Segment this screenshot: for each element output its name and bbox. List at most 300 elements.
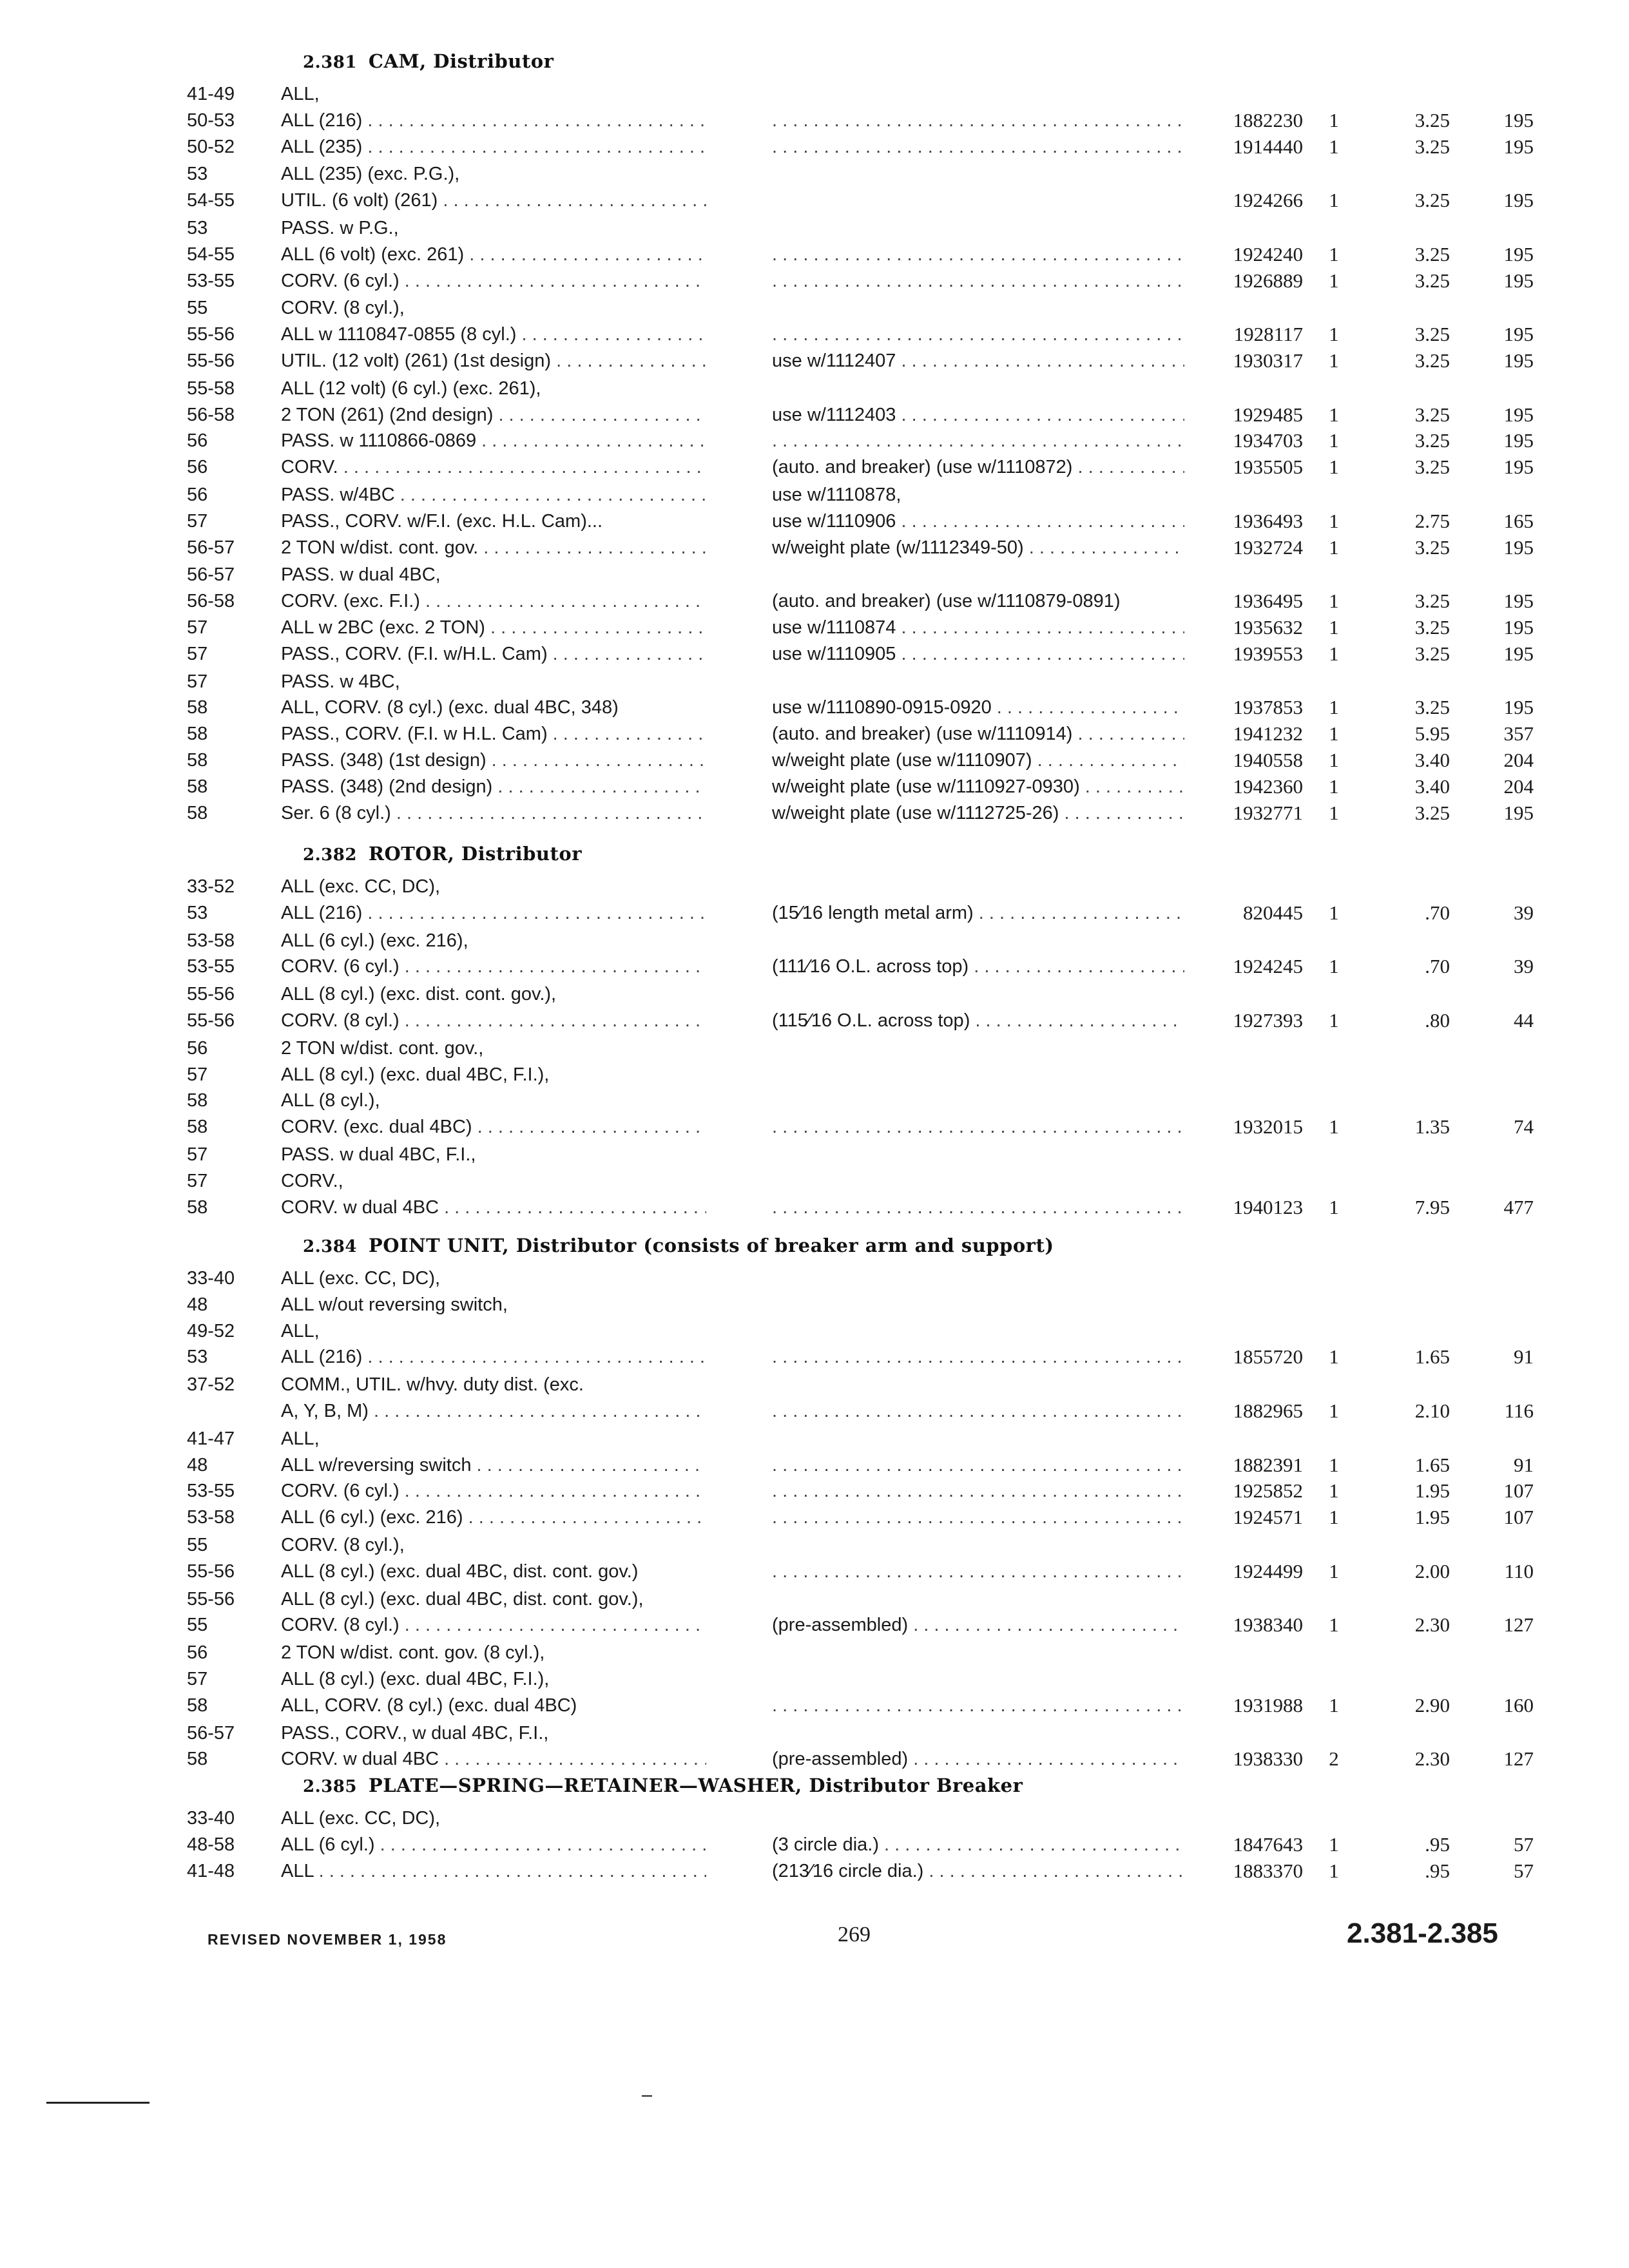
- model-years: 53-55: [187, 956, 235, 977]
- list-price: 2.90: [1414, 1694, 1450, 1716]
- list-price: 3.25: [1414, 590, 1450, 612]
- part-note: [772, 134, 1184, 160]
- list-price: 2.00: [1414, 1560, 1450, 1582]
- list-price: 1.65: [1414, 1454, 1450, 1476]
- catalog-line: [0, 928, 1629, 954]
- part-number: 1882965: [1233, 1399, 1303, 1422]
- catalog-line: [0, 1035, 1629, 1061]
- part-note: w/weight plate (use w/1110927-0930) . . .: [772, 774, 1184, 800]
- catalog-line: [0, 1858, 1629, 1884]
- part-note: w/weight plate (use w/1112725-26) . . .: [772, 800, 1184, 826]
- catalog-line: [0, 1832, 1629, 1858]
- list-price: 3.40: [1414, 775, 1450, 798]
- application-text: ALL (6 cyl.) (exc. 216) . . .: [281, 1507, 706, 1528]
- application-text: CORV. (8 cyl.) . . .: [281, 1615, 706, 1635]
- part-number: 1925852: [1233, 1479, 1303, 1502]
- application-desc: [281, 1720, 706, 1746]
- part-number: 1927393: [1233, 1009, 1303, 1032]
- model-years: 55: [187, 1615, 208, 1635]
- part-note: (15⁄16 length metal arm) . . .: [772, 900, 1184, 926]
- application-desc: [281, 928, 706, 954]
- weight: 195: [1503, 536, 1534, 559]
- section-number: 2.382: [303, 845, 357, 865]
- model-years: 55-56: [187, 324, 235, 345]
- application-text: ALL (6 volt) (exc. 261) . . .: [281, 244, 706, 265]
- catalog-line: [0, 695, 1629, 720]
- section-number: 2.385: [303, 1777, 357, 1796]
- model-years: 57: [187, 1669, 208, 1689]
- section-name: PLATE—SPRING—RETAINER—WASHER, Distributor Breaker: [368, 1774, 1023, 1796]
- part-number: 1936493: [1233, 510, 1303, 532]
- model-years: 50-52: [187, 137, 235, 157]
- quantity: 1: [1329, 1860, 1339, 1882]
- model-years: 55: [187, 1535, 208, 1555]
- catalog-line: [0, 428, 1629, 454]
- part-number: 1940123: [1233, 1196, 1303, 1218]
- model-years: 33-40: [187, 1268, 235, 1289]
- weight: 57: [1514, 1833, 1534, 1856]
- part-note: [772, 1195, 1184, 1220]
- weight: 127: [1503, 1747, 1534, 1770]
- application-text: ALL (8 cyl.) (exc. dual 4BC, F.I.),: [281, 1064, 550, 1085]
- section-title: [303, 1235, 1054, 1256]
- application-desc: [281, 376, 706, 401]
- weight: 195: [1503, 135, 1534, 158]
- weight: 357: [1503, 722, 1534, 745]
- application-text: ALL,: [281, 1428, 320, 1449]
- application-text: PASS. w/4BC . . .: [281, 485, 706, 505]
- part-note: (pre-assembled) . . .: [772, 1746, 1184, 1772]
- catalog-line: [0, 322, 1629, 347]
- application-desc: [281, 482, 706, 508]
- quantity: 1: [1329, 1399, 1339, 1422]
- part-number: 1934703: [1233, 429, 1303, 452]
- application-text: PASS. w 1110866-0869 . . .: [281, 430, 706, 451]
- part-note: [772, 242, 1184, 267]
- quantity: 1: [1329, 955, 1339, 977]
- part-note: [772, 1114, 1184, 1140]
- model-years: 37-52: [187, 1374, 235, 1395]
- catalog-line: [0, 1478, 1629, 1504]
- application-text: PASS. w dual 4BC, F.I.,: [281, 1144, 476, 1165]
- part-note: [772, 1398, 1184, 1424]
- model-years: 58: [187, 750, 208, 771]
- part-number: 1928117: [1233, 323, 1303, 345]
- list-price: 2.10: [1414, 1399, 1450, 1422]
- application-desc: [281, 721, 706, 747]
- model-years: 57: [187, 511, 208, 532]
- application-desc: [281, 322, 706, 347]
- weight: 107: [1503, 1479, 1534, 1502]
- section-title: [303, 843, 582, 865]
- application-text: 2 TON w/dist. cont. gov. (8 cyl.),: [281, 1642, 545, 1663]
- application-text: PASS., CORV., w dual 4BC, F.I.,: [281, 1723, 549, 1744]
- application-desc: [281, 1858, 706, 1884]
- model-years: 56: [187, 430, 208, 451]
- application-desc: [281, 428, 706, 454]
- weight: 195: [1503, 642, 1534, 665]
- weight: 195: [1503, 323, 1534, 345]
- application-desc: [281, 1062, 706, 1088]
- catalog-line: [0, 187, 1629, 213]
- weight: 39: [1514, 901, 1534, 924]
- application-desc: [281, 1832, 706, 1858]
- part-number: 820445: [1243, 901, 1303, 924]
- model-years: 53-58: [187, 930, 235, 951]
- quantity: 1: [1329, 1196, 1339, 1218]
- application-desc: [281, 1372, 706, 1398]
- list-price: 1.95: [1414, 1479, 1450, 1502]
- catalog-line: [0, 1746, 1629, 1772]
- application-text: CORV. w dual 4BC . . .: [281, 1197, 706, 1218]
- application-text: ALL (216) . . .: [281, 1347, 706, 1367]
- application-text: ALL (235) (exc. P.G.),: [281, 164, 460, 184]
- application-text: CORV. (8 cyl.),: [281, 1535, 405, 1555]
- model-years: 56: [187, 457, 208, 477]
- catalog-line: [0, 1088, 1629, 1113]
- catalog-line: [0, 1805, 1629, 1831]
- quantity: 1: [1329, 775, 1339, 798]
- section-number: 2.384: [303, 1237, 357, 1256]
- weight: 57: [1514, 1860, 1534, 1882]
- model-years: 56: [187, 1038, 208, 1059]
- list-price: 2.30: [1414, 1613, 1450, 1636]
- quantity: 1: [1329, 269, 1339, 292]
- part-note: (auto. and breaker) (use w/1110872) . . .: [772, 454, 1184, 480]
- part-note: [772, 268, 1184, 294]
- model-years: 57: [187, 671, 208, 692]
- application-text: CORV. (6 cyl.) . . .: [281, 956, 706, 977]
- weight: 477: [1503, 1196, 1534, 1218]
- section-name: POINT UNIT, Distributor (consists of breaker arm and support): [368, 1235, 1054, 1256]
- quantity: 1: [1329, 349, 1339, 372]
- application-text: CORV. (8 cyl.),: [281, 298, 405, 318]
- application-text: ALL, CORV. (8 cyl.) (exc. dual 4BC, 348): [281, 697, 619, 718]
- application-text: CORV. (exc. dual 4BC) . . .: [281, 1117, 706, 1137]
- list-price: .80: [1425, 1009, 1450, 1032]
- application-desc: [281, 108, 706, 133]
- model-years: 50-53: [187, 110, 235, 131]
- catalog-line: [0, 1504, 1629, 1530]
- model-years: 57: [187, 617, 208, 638]
- application-desc: [281, 695, 706, 720]
- part-note: use w/1110890-0915-0920 . . .: [772, 695, 1184, 720]
- model-years: 57: [187, 1064, 208, 1085]
- quantity: 1: [1329, 696, 1339, 718]
- catalog-line: [0, 376, 1629, 401]
- application-text: CORV. w dual 4BC . . .: [281, 1749, 706, 1769]
- catalog-line: [0, 1640, 1629, 1666]
- application-text: ALL w/reversing switch . . .: [281, 1455, 706, 1475]
- application-text: ALL (8 cyl.),: [281, 1090, 380, 1111]
- revision-date: REVISED NOVEMBER 1, 1958: [207, 1931, 447, 1948]
- catalog-line: [0, 1666, 1629, 1692]
- application-text: ALL,: [281, 84, 320, 104]
- quantity: 1: [1329, 1613, 1339, 1636]
- application-desc: [281, 402, 706, 428]
- scan-mark: [642, 2095, 652, 2097]
- quantity: 1: [1329, 1694, 1339, 1716]
- section-name: ROTOR, Distributor: [368, 843, 582, 865]
- model-years: 56-57: [187, 537, 235, 558]
- catalog-line: [0, 134, 1629, 160]
- application-desc: [281, 134, 706, 160]
- catalog-line: [0, 81, 1629, 107]
- part-number: 1882230: [1233, 109, 1303, 131]
- catalog-line: [0, 1168, 1629, 1194]
- catalog-line: [0, 1142, 1629, 1168]
- catalog-line: [0, 1062, 1629, 1088]
- application-text: PASS. w P.G.,: [281, 218, 399, 238]
- model-years: 41-48: [187, 1861, 235, 1881]
- application-text: PASS., CORV. (F.I. w H.L. Cam) . . .: [281, 724, 706, 744]
- part-number: 1847643: [1233, 1833, 1303, 1856]
- application-text: UTIL. (12 volt) (261) (1st design) . . .: [281, 351, 706, 371]
- part-number: 1932015: [1233, 1115, 1303, 1138]
- application-text: ALL (6 cyl.) . . .: [281, 1834, 706, 1855]
- application-desc: [281, 874, 706, 899]
- part-number: 1855720: [1233, 1345, 1303, 1368]
- weight: 165: [1503, 510, 1534, 532]
- model-years: 54-55: [187, 244, 235, 265]
- quantity: 1: [1329, 722, 1339, 745]
- application-desc: [281, 1559, 706, 1584]
- catalog-line: [0, 669, 1629, 695]
- application-desc: [281, 1805, 706, 1831]
- part-note: [772, 1478, 1184, 1504]
- application-desc: [281, 348, 706, 374]
- part-note: (213⁄16 circle dia.) . . .: [772, 1858, 1184, 1884]
- model-years: 56-58: [187, 405, 235, 425]
- quantity: 1: [1329, 135, 1339, 158]
- list-price: 3.25: [1414, 109, 1450, 131]
- weight: 39: [1514, 955, 1534, 977]
- quantity: 1: [1329, 1479, 1339, 1502]
- application-text: ALL (8 cyl.) (exc. dual 4BC, dist. cont. gov.),: [281, 1589, 644, 1610]
- application-desc: [281, 1035, 706, 1061]
- model-years: 53-55: [187, 271, 235, 291]
- list-price: 1.95: [1414, 1506, 1450, 1528]
- application-desc: [281, 1398, 706, 1424]
- part-note: (auto. and breaker) (use w/1110879-0891): [772, 591, 1121, 611]
- catalog-line: [0, 454, 1629, 480]
- application-desc: [281, 1344, 706, 1370]
- model-years: 58: [187, 697, 208, 718]
- model-years: 55-56: [187, 1010, 235, 1031]
- quantity: 1: [1329, 510, 1339, 532]
- weight: 204: [1503, 749, 1534, 771]
- weight: 116: [1504, 1399, 1534, 1422]
- application-desc: [281, 981, 706, 1007]
- part-note: (3 circle dia.) . . .: [772, 1832, 1184, 1858]
- list-price: 3.40: [1414, 749, 1450, 771]
- catalog-line: [0, 348, 1629, 374]
- weight: 195: [1503, 349, 1534, 372]
- part-note: [772, 1693, 1184, 1718]
- catalog-line: [0, 161, 1629, 187]
- model-years: 58: [187, 1197, 208, 1218]
- application-desc: [281, 1195, 706, 1220]
- model-years: 48: [187, 1455, 208, 1475]
- application-desc: [281, 81, 706, 107]
- list-price: 3.25: [1414, 696, 1450, 718]
- weight: 110: [1504, 1560, 1534, 1582]
- application-desc: [281, 161, 706, 187]
- catalog-line: [0, 1612, 1629, 1638]
- model-years: 53: [187, 1347, 208, 1367]
- weight: 195: [1503, 802, 1534, 824]
- weight: 44: [1514, 1009, 1534, 1032]
- list-price: 3.25: [1414, 323, 1450, 345]
- part-note: use w/1110906 . . .: [772, 508, 1184, 534]
- list-price: 3.25: [1414, 616, 1450, 639]
- list-price: 3.25: [1414, 135, 1450, 158]
- catalog-line: [0, 981, 1629, 1007]
- list-price: 3.25: [1414, 349, 1450, 372]
- application-desc: [281, 615, 706, 640]
- weight: 195: [1503, 429, 1534, 452]
- application-desc: [281, 747, 706, 773]
- application-text: UTIL. (6 volt) (261) . . .: [281, 190, 706, 211]
- catalog-line: [0, 1586, 1629, 1612]
- section-title: [303, 50, 554, 72]
- part-note: use w/1110878,: [772, 485, 901, 505]
- quantity: 1: [1329, 1833, 1339, 1856]
- part-note: (auto. and breaker) (use w/1110914) . . .: [772, 721, 1184, 747]
- application-text: ALL (216) . . .: [281, 110, 706, 131]
- application-text: ALL w/out reversing switch,: [281, 1294, 508, 1315]
- quantity: 1: [1329, 536, 1339, 559]
- quantity: 1: [1329, 590, 1339, 612]
- application-text: CORV. (6 cyl.) . . .: [281, 1481, 706, 1501]
- part-number: 1932771: [1233, 802, 1303, 824]
- application-desc: [281, 1088, 706, 1113]
- model-years: 48-58: [187, 1834, 235, 1855]
- part-number: 1924499: [1233, 1560, 1303, 1582]
- list-price: 3.25: [1414, 189, 1450, 211]
- application-text: ALL,: [281, 1321, 320, 1341]
- section-range: 2.381-2.385: [1347, 1917, 1498, 1949]
- weight: 195: [1503, 456, 1534, 478]
- list-price: .70: [1425, 955, 1450, 977]
- model-years: 58: [187, 1117, 208, 1137]
- list-price: 1.35: [1414, 1115, 1450, 1138]
- list-price: .70: [1425, 901, 1450, 924]
- catalog-line: [0, 1195, 1629, 1220]
- part-note: use w/1112407 . . .: [772, 348, 1184, 374]
- list-price: .95: [1425, 1860, 1450, 1882]
- model-years: 58: [187, 1749, 208, 1769]
- weight: 107: [1503, 1506, 1534, 1528]
- model-years: 56-57: [187, 1723, 235, 1744]
- part-number: 1941232: [1233, 722, 1303, 745]
- scan-mark: [46, 2102, 149, 2104]
- application-desc: [281, 1008, 706, 1033]
- application-desc: [281, 1504, 706, 1530]
- section-number: 2.381: [303, 53, 357, 72]
- part-note: [772, 1344, 1184, 1370]
- model-years: 57: [187, 1171, 208, 1191]
- quantity: 1: [1329, 403, 1339, 426]
- catalog-line: [0, 1318, 1629, 1344]
- application-desc: [281, 1612, 706, 1638]
- model-years: 56: [187, 1642, 208, 1663]
- catalog-line: [0, 954, 1629, 979]
- application-text: ALL (exc. CC, DC),: [281, 1268, 441, 1289]
- model-years: 54-55: [187, 190, 235, 211]
- part-number: 1937853: [1233, 696, 1303, 718]
- catalog-line: [0, 900, 1629, 926]
- quantity: 1: [1329, 189, 1339, 211]
- model-years: 58: [187, 724, 208, 744]
- application-desc: [281, 1532, 706, 1558]
- model-years: 49-52: [187, 1321, 235, 1341]
- list-price: 3.25: [1414, 802, 1450, 824]
- part-note: use w/1110874 . . .: [772, 615, 1184, 640]
- list-price: 7.95: [1414, 1196, 1450, 1218]
- list-price: 5.95: [1414, 722, 1450, 745]
- application-desc: [281, 800, 706, 826]
- part-number: 1938330: [1233, 1747, 1303, 1770]
- list-price: 3.25: [1414, 243, 1450, 265]
- application-text: PASS. (348) (1st design) . . .: [281, 750, 706, 771]
- part-number: 1914440: [1233, 135, 1303, 158]
- quantity: 1: [1329, 1345, 1339, 1368]
- catalog-line: [0, 1265, 1629, 1291]
- model-years: 53: [187, 903, 208, 923]
- quantity: 1: [1329, 901, 1339, 924]
- part-note: [772, 108, 1184, 133]
- model-years: 48: [187, 1294, 208, 1315]
- application-text: PASS. w 4BC,: [281, 671, 400, 692]
- catalog-line: [0, 1559, 1629, 1584]
- application-text: ALL (235) . . .: [281, 137, 706, 157]
- application-text: PASS., CORV. w/F.I. (exc. H.L. Cam)...: [281, 511, 603, 532]
- application-desc: [281, 242, 706, 267]
- application-text: 2 TON w/dist. cont. gov. . . .: [281, 537, 706, 558]
- model-years: 55-56: [187, 351, 235, 371]
- quantity: 1: [1329, 642, 1339, 665]
- weight: 91: [1514, 1345, 1534, 1368]
- quantity: 1: [1329, 1009, 1339, 1032]
- application-text: PASS. w dual 4BC,: [281, 564, 441, 585]
- application-text: CORV. (exc. F.I.) . . .: [281, 591, 706, 611]
- model-years: 57: [187, 1144, 208, 1165]
- application-desc: [281, 215, 706, 241]
- part-number: 1942360: [1233, 775, 1303, 798]
- part-note: use w/1110905 . . .: [772, 641, 1184, 667]
- section-title: [303, 1774, 1023, 1796]
- part-number: 1930317: [1233, 349, 1303, 372]
- application-desc: [281, 1168, 706, 1194]
- model-years: 55-56: [187, 1561, 235, 1582]
- catalog-line: [0, 800, 1629, 826]
- model-years: 55-56: [187, 1589, 235, 1610]
- model-years: 33-40: [187, 1808, 235, 1829]
- application-desc: [281, 562, 706, 588]
- part-note: use w/1112403 . . .: [772, 402, 1184, 428]
- list-price: 3.25: [1414, 536, 1450, 559]
- part-note: (111⁄16 O.L. across top) . . .: [772, 954, 1184, 979]
- catalog-line: [0, 268, 1629, 294]
- application-text: CORV. (8 cyl.) . . .: [281, 1010, 706, 1031]
- application-text: ALL w 1110847-0855 (8 cyl.) . . .: [281, 324, 706, 345]
- quantity: 1: [1329, 1454, 1339, 1476]
- catalog-line: [0, 535, 1629, 561]
- catalog-line: [0, 1372, 1629, 1398]
- weight: 74: [1514, 1115, 1534, 1138]
- model-years: 53-55: [187, 1481, 235, 1501]
